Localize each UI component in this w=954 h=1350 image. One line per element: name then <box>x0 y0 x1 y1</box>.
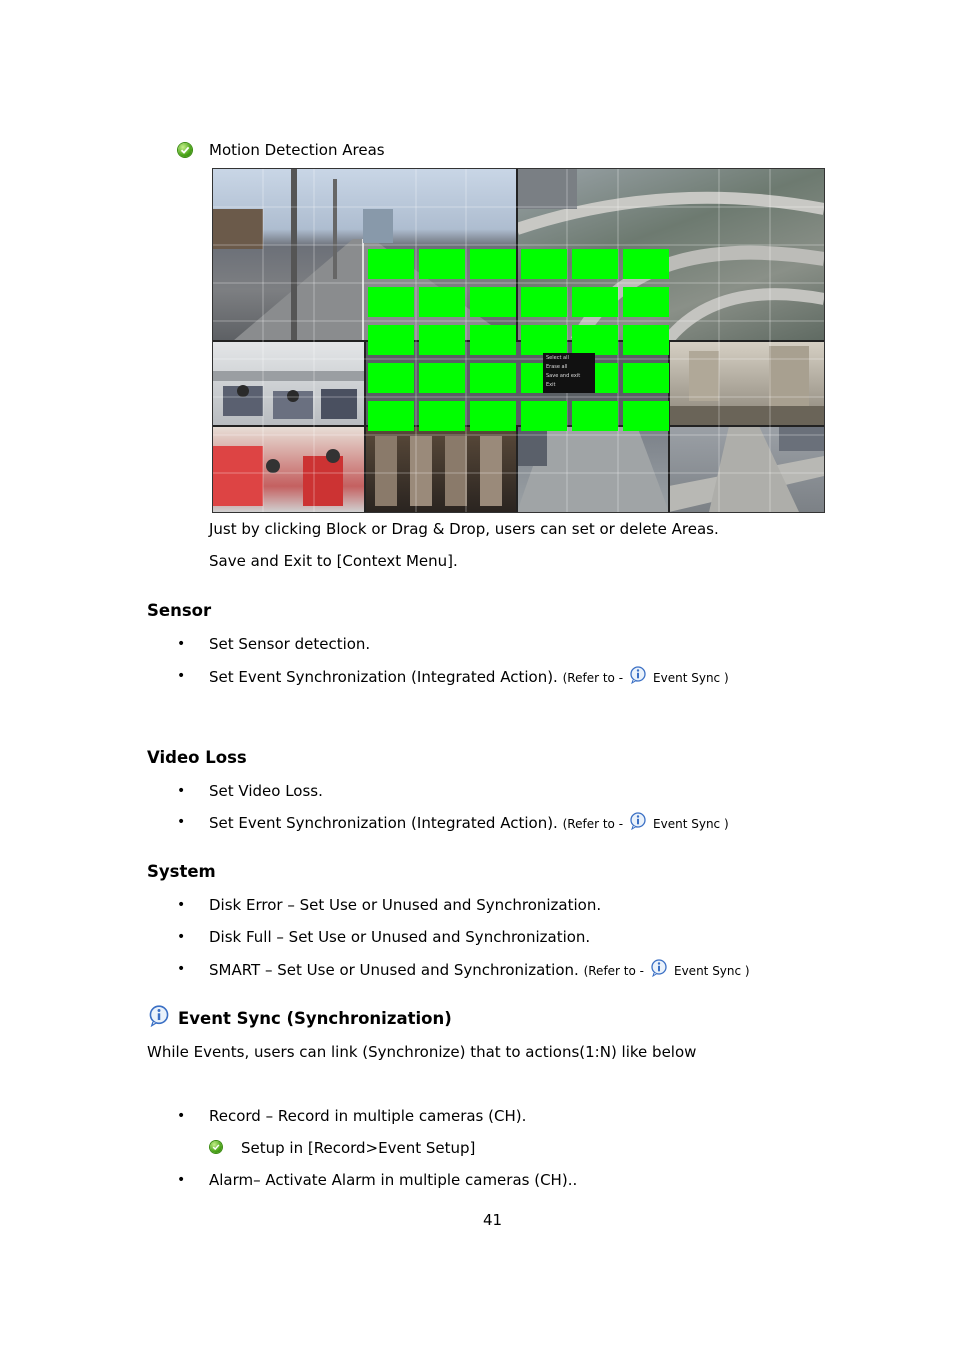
motion-desc-1: Just by clicking Block or Drag & Drop, users can set or delete Areas. <box>209 520 719 538</box>
refer-prefix: (Refer to - <box>583 964 644 978</box>
info-icon <box>148 1005 170 1027</box>
event-sync-alarm: Alarm– Activate Alarm in multiple cameras (CH).. <box>209 1171 578 1189</box>
bullet: • <box>177 1172 186 1188</box>
detection-block[interactable] <box>572 249 618 279</box>
refer-prefix: (Refer to - <box>562 671 624 685</box>
system-item-3-text: SMART – Set Use or Unused and Synchronization. <box>209 961 579 979</box>
detection-block[interactable] <box>368 401 414 431</box>
info-icon <box>629 666 647 684</box>
detection-block[interactable] <box>470 287 516 317</box>
page-number: 41 <box>483 1211 503 1229</box>
detection-block[interactable] <box>470 401 516 431</box>
event-sync-link[interactable]: Event Sync ) <box>653 817 729 831</box>
detection-block[interactable] <box>623 249 669 279</box>
detection-block[interactable] <box>368 287 414 317</box>
motion-detection-screenshot <box>212 168 825 513</box>
detection-block[interactable] <box>623 325 669 355</box>
video-loss-heading: Video Loss <box>147 748 247 767</box>
event-sync-record: Record – Record in multiple cameras (CH). <box>209 1107 527 1125</box>
system-item-2: Disk Full – Set Use or Unused and Synchronization. <box>209 928 591 946</box>
sensor-item-1: Set Sensor detection. <box>209 635 371 653</box>
event-sync-intro: While Events, users can link (Synchronize) that to actions(1:N) like below <box>147 1043 697 1061</box>
detection-block[interactable] <box>470 325 516 355</box>
bullet: • <box>177 814 186 830</box>
bullet: • <box>177 961 186 977</box>
info-icon <box>629 812 647 830</box>
detection-block[interactable] <box>521 325 567 355</box>
motion-title: Motion Detection Areas <box>209 141 385 159</box>
detection-block[interactable] <box>368 325 414 355</box>
context-menu-save-exit[interactable]: Save and exit <box>546 373 581 379</box>
detection-block[interactable] <box>419 325 465 355</box>
detection-block[interactable] <box>368 249 414 279</box>
detection-block[interactable] <box>521 401 567 431</box>
info-icon <box>650 959 668 977</box>
event-sync-heading: Event Sync (Synchronization) <box>178 1009 452 1028</box>
bullet: • <box>177 636 186 652</box>
context-menu-exit[interactable]: Exit <box>546 382 556 388</box>
sensor-item-2-text: Set Event Synchronization (Integrated Action). <box>209 668 558 686</box>
detection-block[interactable] <box>419 363 465 393</box>
sensor-heading: Sensor <box>147 601 212 620</box>
context-menu-select-all[interactable]: Select all <box>546 355 569 361</box>
video-loss-item-2 <box>209 812 729 834</box>
detection-block[interactable] <box>623 401 669 431</box>
system-item-3 <box>209 959 750 981</box>
detection-block[interactable] <box>419 249 465 279</box>
detection-block[interactable] <box>521 249 567 279</box>
sensor-item-2 <box>209 666 729 688</box>
detection-block[interactable] <box>419 401 465 431</box>
detection-block[interactable] <box>521 287 567 317</box>
event-sync-record-setup: Setup in [Record>Event Setup] <box>241 1139 476 1157</box>
detection-block[interactable] <box>419 287 465 317</box>
detection-block[interactable] <box>623 287 669 317</box>
tile-grid <box>213 169 824 512</box>
bullet: • <box>177 668 186 684</box>
bullet: • <box>177 783 186 799</box>
event-sync-link[interactable]: Event Sync ) <box>653 671 729 685</box>
bullet: • <box>177 897 186 913</box>
video-loss-item-1: Set Video Loss. <box>209 782 323 800</box>
check-icon <box>178 143 192 157</box>
motion-desc-2: Save and Exit to [Context Menu]. <box>209 552 458 570</box>
detection-block[interactable] <box>368 363 414 393</box>
detection-block[interactable] <box>470 249 516 279</box>
detection-block[interactable] <box>572 325 618 355</box>
bullet: • <box>177 929 186 945</box>
context-menu-erase-all[interactable]: Erase all <box>546 364 568 370</box>
detection-block[interactable] <box>470 363 516 393</box>
system-heading: System <box>147 862 216 881</box>
refer-prefix: (Refer to - <box>562 817 624 831</box>
detection-block[interactable] <box>623 363 669 393</box>
detection-block[interactable] <box>572 401 618 431</box>
detection-block[interactable] <box>572 287 618 317</box>
system-item-1: Disk Error – Set Use or Unused and Synchronization. <box>209 896 602 914</box>
context-menu[interactable] <box>543 353 595 393</box>
video-loss-item-2-text: Set Event Synchronization (Integrated Action). <box>209 814 558 832</box>
check-icon <box>210 1141 222 1153</box>
event-sync-link[interactable]: Event Sync ) <box>674 964 750 978</box>
bullet: • <box>177 1108 186 1124</box>
